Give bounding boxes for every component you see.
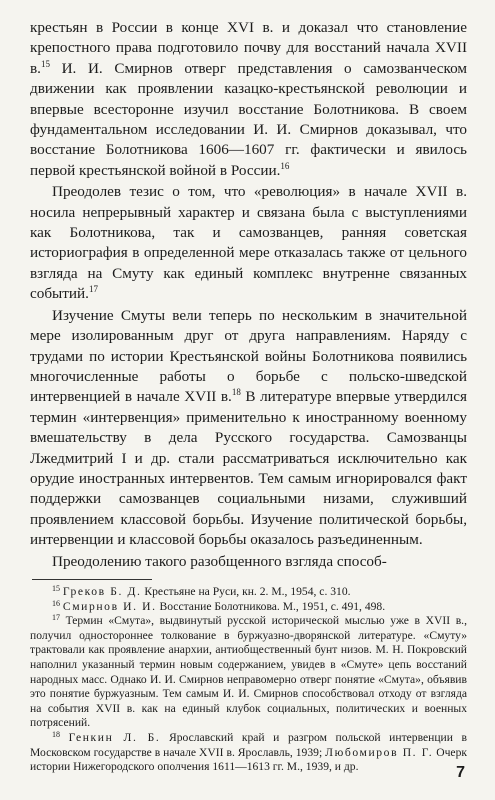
footnote-16-text: Восстание Болотникова. М., 1951, с. 491, 498. <box>156 599 386 613</box>
footnote-16-number: 16 <box>52 598 60 608</box>
footnote-17 <box>30 614 467 731</box>
footnote-ref-17: 17 <box>88 284 98 295</box>
footnote-18-text: Ярославский край и разгром польской интервенции в Московском государстве в начале XVII в. Ярославль, 1939; <box>30 730 467 759</box>
paragraph-2 <box>30 182 467 304</box>
paragraph-3-text-a: Изучение Смуты вели теперь по нескольким в значительной мере изолированным друг от друга направлениям. Наряду с трудами по истории Крестьянской войны Болотникова появились многочисленные работы о борьбе с польско-шведской интервенцией в начале XVII в. <box>30 306 467 406</box>
paragraph-3-text-b: В литературе впервые утвердился термин «интервенция» применительно к иностранному военному вмешательству в дела Русского государства. Самозванцы Лжедмитрий I и др. стали рассматриваться исключительно как орудие иностранных интервентов. Тем самым игнорировался факт поддержки самозванцев социальными низами, служивший проявлением классовой борьбы. Изучение политической борьбы, интервенции и классовой борьбы оказалось разъединенным. <box>30 388 467 549</box>
page-number: 7 <box>456 764 465 781</box>
footnote-ref-18: 18 <box>231 387 241 398</box>
footnote-15-author: Греков Б. Д. <box>62 584 142 598</box>
paragraph-1 <box>30 18 467 181</box>
paragraph-3 <box>30 306 467 551</box>
footnotes <box>30 585 467 775</box>
paragraph-4 <box>30 552 467 572</box>
footnote-18-number: 18 <box>52 729 60 739</box>
paragraph-4-text: Преодолению такого разобщенного взгляда способ- <box>52 552 387 570</box>
footnote-ref-16: 16 <box>280 160 290 171</box>
footnote-18 <box>30 731 467 775</box>
footnote-18-author-2: Любомиров П. Г. <box>325 745 434 759</box>
footnote-separator <box>32 579 152 580</box>
paragraph-2-text: Преодолев тезис о том, что «революция» в начале XVII в. носила непрерывный характер и связана была с выступлениями как Болотникова, так и самозванцев, ранняя советская историография в определенной мере отказалась также от цельного взгляда на Смуту как единый комплекс внутренне связанных событий. <box>30 183 467 303</box>
footnote-15 <box>30 585 467 600</box>
footnote-ref-15: 15 <box>40 58 50 69</box>
footnote-18-text-2: Очерк истории Нижегородского ополчения 1611—1613 гг. М., 1939, и др. <box>30 745 467 774</box>
footnote-17-number: 17 <box>52 613 60 623</box>
paragraph-1-text-b: И. И. Смирнов отверг представления о самозванческом движении как проявлении казацко-крестьянской революции и впервые всесторонне изучил восстание Болотникова. В своем фундаментальном исследовании И. И. Смирнов доказывал, что восстание Болотникова 1606—1607 гг. фактически и явилось первой крестьянской войной в России. <box>30 59 467 179</box>
paragraph-1-text-a: крестьян в России в конце XVI в. и доказал что становление крепостного права подготовило почву для восстаний начала XVII в. <box>30 19 467 77</box>
footnote-18-author: Генкин Л. Б. <box>68 730 161 744</box>
footnote-16 <box>30 600 467 615</box>
footnote-15-number: 15 <box>52 583 60 593</box>
main-text <box>30 18 467 572</box>
footnote-15-text: Крестьяне на Руси, кн. 2. М., 1954, с. 310. <box>141 584 351 598</box>
footnote-16-author: Смирнов И. И. <box>62 599 157 613</box>
footnote-17-text: Термин «Смута», выдвинутый русской исторической мыслью уже в XVII в., получил одностороннее толкование в буржуазно-дворянской литературе. «Смуту» трактовали как проявление анархии, антиобщественный бунт низов. М. Н. Покровский наполнил указанный термин новым содержанием, увидев в «Смуте» цепь восстаний народных масс. Однако И. И. Смирнов неправомерно отверг понятие «Смута», объявив это понятие буржуазным. Тем самым И. И. Смирнов способствовал отходу от взгляда на события XVII в. как на единый клубок социальных, политических и военных потрясений. <box>30 614 467 730</box>
